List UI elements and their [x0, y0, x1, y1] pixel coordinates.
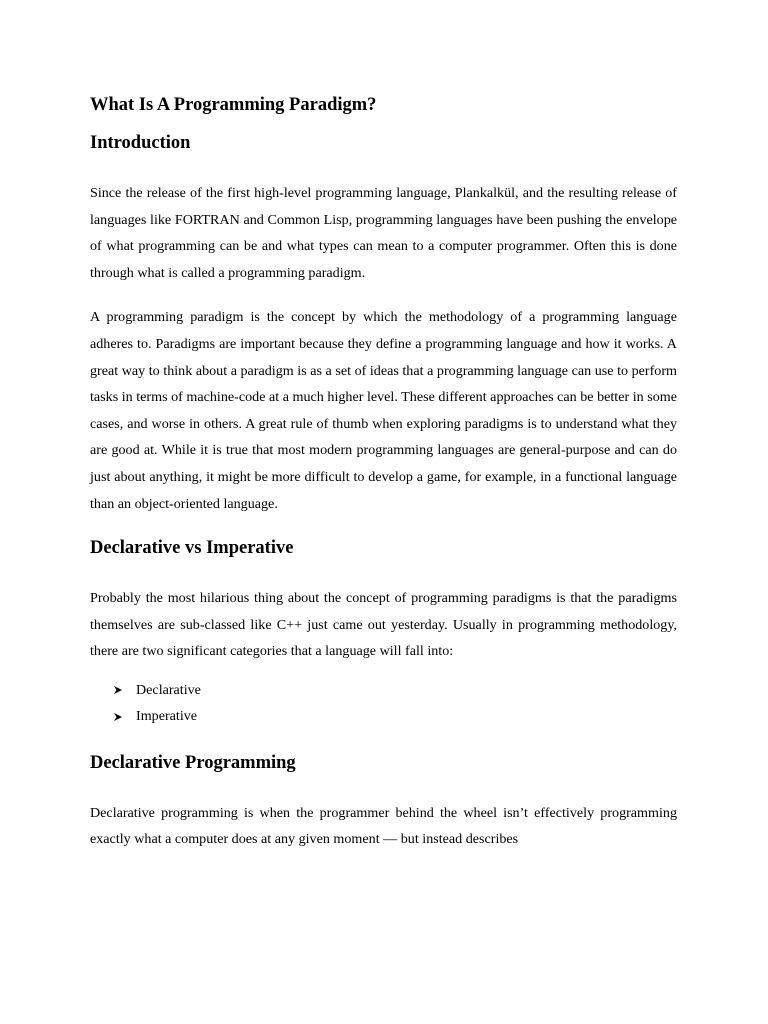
paragraph: Probably the most hilarious thing about the concept of programming paradigms is that the paradigms themselves are sub-classed like C++ just came out yesterday. Usually in programming methodology, there are two significant categories that a language will fall into: — [90, 590, 677, 660]
list-item — [90, 703, 677, 729]
document-page — [90, 92, 677, 853]
paragraph: Since the release of the first high-level programming language, Plankalkül, and the resulting release of languages like FORTRAN and Common Lisp, programming languages have been pushing the envelope of what programming can be and what types can mean to a computer programmer. Often this is done through what is called a programming paradigm. — [90, 185, 677, 281]
list-item-label: Imperative — [136, 708, 198, 725]
section-heading-declarative-programming: Declarative Programming — [90, 752, 296, 773]
section-heading-declarative-vs-imperative: Declarative vs Imperative — [90, 538, 294, 559]
paragraph: Declarative programming is when the programmer behind the wheel isn’t effectively programming exactly what a computer does at any given moment — but instead describes — [90, 804, 677, 848]
arrowhead-bullet-icon — [90, 712, 136, 722]
document-title: What Is A Programming Paradigm? — [90, 95, 377, 115]
arrowhead-bullet-icon — [90, 685, 136, 695]
paragraph: A programming paradigm is the concept by which the methodology of a programming language adheres to. Paradigms are important because they define a programming language and how it works. A great way to think about a paradigm is as a set of ideas that a programming language can use to perform tasks in terms of machine-code at a much higher level. These different approaches can be better in some cases, and worse in others. A great rule of thumb when exploring paradigms is to understand what they are good at. While it is true that most modern programming languages are general-purpose and can do just about anything, it might be more difficult to develop a game, for example, in a functional language than an object-oriented language. — [90, 309, 677, 512]
list-item — [90, 677, 677, 703]
bullet-list — [90, 677, 677, 730]
section-heading-introduction: Introduction — [90, 133, 191, 153]
list-item-label: Declarative — [136, 681, 201, 698]
